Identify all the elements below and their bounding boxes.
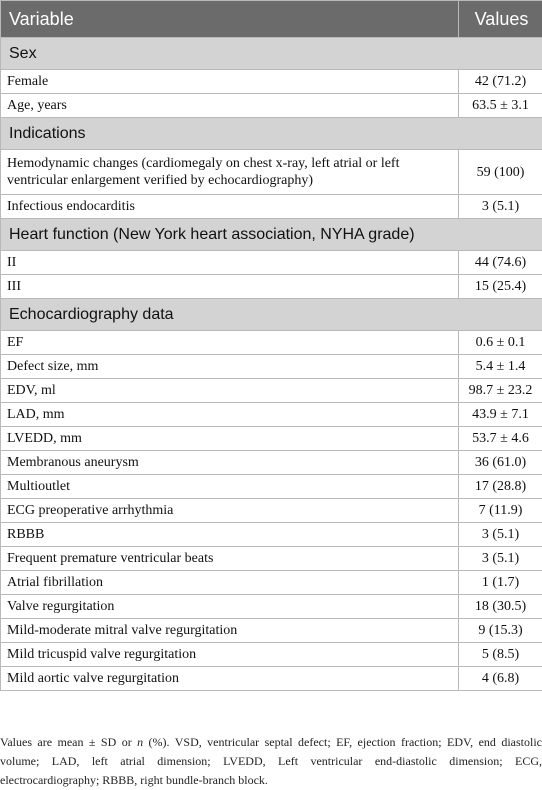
row-value: 9 (15.3) [459,619,542,643]
section-row-heart-function [1,219,542,251]
row-label: Frequent premature ventricular beats [1,547,459,571]
row-value: 3 (5.1) [459,195,542,219]
row-value: 5 (8.5) [459,643,542,667]
table-row [1,547,542,571]
footnote-italic-n: n [137,735,143,749]
table-footnote [0,733,542,790]
row-label: Mild aortic valve regurgitation [1,667,459,691]
table-row [1,595,542,619]
row-label: II [1,251,459,275]
table-row [1,667,542,691]
row-value: 53.7 ± 4.6 [459,427,542,451]
row-label: Female [1,70,459,94]
section-title: Indications [1,118,542,150]
table-row [1,619,542,643]
table-row [1,195,542,219]
row-value: 0.6 ± 0.1 [459,331,542,355]
row-label: Hemodynamic changes (cardiomegaly on chest x-ray, left atrial or left ventricular enlargement verified by echocardiography) [1,150,459,195]
table-header-row [1,1,542,38]
table-row [1,571,542,595]
table-row [1,94,542,118]
table-row [1,355,542,379]
footnote-text-1: Values are mean ± SD or [0,735,137,749]
row-label: Membranous aneurysm [1,451,459,475]
table-row [1,475,542,499]
section-row-echocardiography [1,299,542,331]
row-label: ECG preoperative arrhythmia [1,499,459,523]
row-label: Mild-moderate mitral valve regurgitation [1,619,459,643]
row-value: 17 (28.8) [459,475,542,499]
footnote-text-2: (%). VSD, ventricular septal defect; EF, ejection fraction; EDV, end diastolic volume; LAD, left atrial dimension; LVEDD, Left ventricular end-diastolic dimension; ECG, electrocardiography; RBBB, right bundle-branch block. [0,735,542,787]
row-value: 43.9 ± 7.1 [459,403,542,427]
row-label: RBBB [1,523,459,547]
row-value: 42 (71.2) [459,70,542,94]
row-label: Mild tricuspid valve regurgitation [1,643,459,667]
row-label: EDV, ml [1,379,459,403]
table-row [1,275,542,299]
row-label: EF [1,331,459,355]
table-row [1,523,542,547]
row-label: LVEDD, mm [1,427,459,451]
row-label: LAD, mm [1,403,459,427]
table-row [1,403,542,427]
row-value: 7 (11.9) [459,499,542,523]
row-label: Valve regurgitation [1,595,459,619]
row-label: III [1,275,459,299]
section-title: Echocardiography data [1,299,542,331]
row-value: 36 (61.0) [459,451,542,475]
row-value: 44 (74.6) [459,251,542,275]
row-value: 15 (25.4) [459,275,542,299]
section-row-sex [1,38,542,70]
row-value: 4 (6.8) [459,667,542,691]
header-variable: Variable [1,1,459,38]
row-value: 59 (100) [459,150,542,195]
row-value: 18 (30.5) [459,595,542,619]
row-label: Multioutlet [1,475,459,499]
section-row-indications [1,118,542,150]
table-row [1,150,542,195]
table-row [1,499,542,523]
row-value: 1 (1.7) [459,571,542,595]
row-value: 3 (5.1) [459,547,542,571]
row-label: Atrial fibrillation [1,571,459,595]
section-title: Heart function (New York heart association, NYHA grade) [1,219,542,251]
row-value: 98.7 ± 23.2 [459,379,542,403]
row-value: 63.5 ± 3.1 [459,94,542,118]
table-row [1,451,542,475]
table-row [1,379,542,403]
row-label: Infectious endocarditis [1,195,459,219]
table-row [1,70,542,94]
table-row [1,643,542,667]
header-values: Values [459,1,542,38]
table-row [1,251,542,275]
section-title: Sex [1,38,542,70]
row-label: Age, years [1,94,459,118]
row-label: Defect size, mm [1,355,459,379]
row-value: 3 (5.1) [459,523,542,547]
table-row [1,331,542,355]
row-value: 5.4 ± 1.4 [459,355,542,379]
table-row [1,427,542,451]
